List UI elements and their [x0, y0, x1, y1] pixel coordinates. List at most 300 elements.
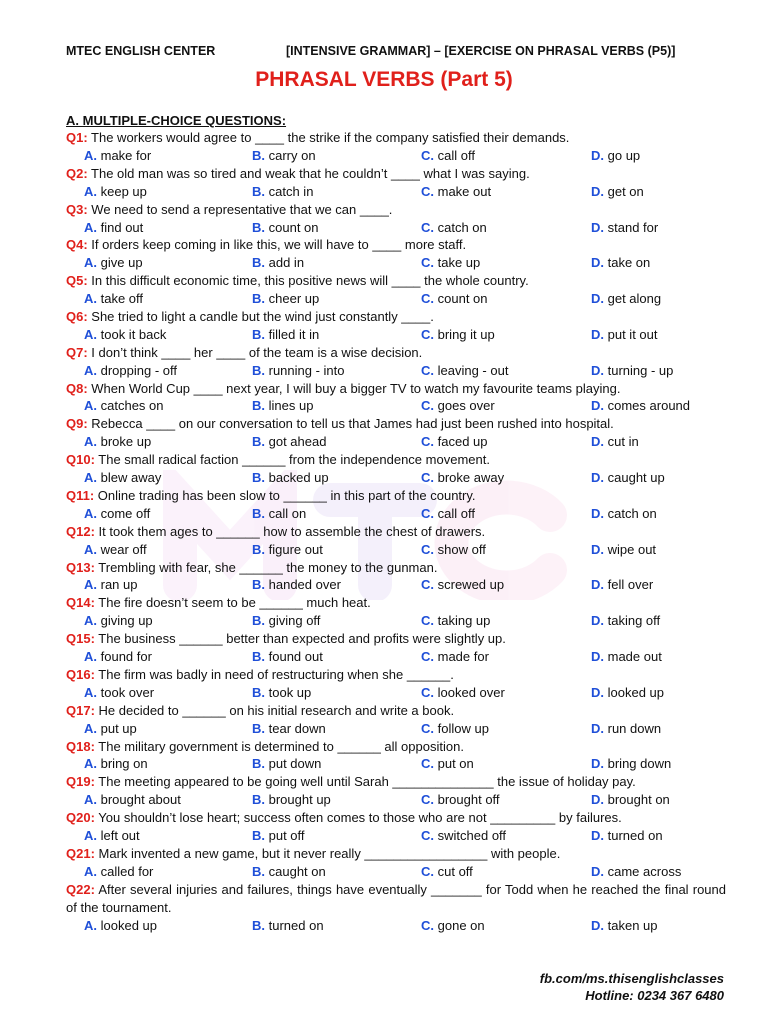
option-letter: B. [252, 720, 265, 736]
answer-options [66, 791, 726, 809]
option-text: taking off [607, 613, 661, 629]
option-text: get along [607, 291, 662, 307]
answer-option[interactable] [421, 612, 490, 630]
answer-options [66, 433, 726, 451]
answer-option[interactable] [84, 254, 143, 272]
option-letter: D. [591, 649, 604, 665]
option-text: cheer up [268, 291, 320, 307]
answer-option[interactable] [591, 827, 663, 845]
answer-option[interactable] [591, 147, 640, 165]
option-text: turned on [607, 828, 663, 844]
answer-option[interactable] [252, 755, 321, 773]
answer-option[interactable] [252, 469, 329, 487]
answer-options [66, 648, 726, 666]
answer-option[interactable] [84, 362, 177, 380]
option-letter: B. [252, 362, 265, 378]
question-number: Q17: [66, 702, 95, 718]
page-header [66, 44, 728, 62]
answer-options [66, 505, 726, 523]
option-letter: C. [421, 255, 434, 271]
option-letter: A. [84, 505, 97, 521]
option-letter: C. [421, 828, 434, 844]
question-item [66, 272, 726, 290]
answer-option[interactable] [84, 326, 166, 344]
option-text: giving up [100, 613, 153, 629]
answer-option[interactable] [591, 183, 644, 201]
answer-option[interactable] [252, 612, 320, 630]
option-text: call on [268, 505, 307, 521]
question-item [66, 129, 726, 147]
question-item [66, 380, 726, 398]
option-text: found for [100, 649, 152, 665]
option-letter: A. [84, 541, 97, 557]
option-letter: D. [591, 434, 604, 450]
option-text: tear down [268, 720, 326, 736]
answer-option[interactable] [591, 917, 658, 935]
option-letter: B. [252, 326, 265, 342]
option-letter: C. [421, 326, 434, 342]
option-letter: B. [252, 792, 265, 808]
option-letter: D. [591, 917, 604, 933]
option-letter: D. [591, 720, 604, 736]
answer-option[interactable] [84, 576, 138, 594]
answer-option[interactable] [84, 827, 140, 845]
option-text: looked up [607, 684, 665, 700]
option-letter: B. [252, 577, 265, 593]
footer-facebook-link: fb.com/ms.thisenglishclasses [539, 971, 724, 986]
option-letter: C. [421, 792, 434, 808]
answer-option[interactable] [252, 219, 319, 237]
option-text: switched off [437, 828, 507, 844]
answer-option[interactable] [591, 290, 661, 308]
question-number: Q12: [66, 523, 95, 539]
option-text: dropping - off [100, 362, 177, 378]
answer-option[interactable] [84, 684, 154, 702]
question-item [66, 881, 726, 917]
answer-options [66, 254, 726, 272]
answer-option[interactable] [252, 362, 345, 380]
answer-option[interactable] [84, 505, 150, 523]
option-letter: B. [252, 613, 265, 629]
question-item [66, 702, 726, 720]
option-letter: D. [591, 756, 604, 772]
option-letter: B. [252, 470, 265, 486]
answer-option[interactable] [84, 219, 143, 237]
question-number: Q16: [66, 666, 95, 682]
header-exercise-title: [INTENSIVE GRAMMAR] – [EXERCISE ON PHRASAL VERBS (P5)] [286, 44, 676, 58]
answer-options [66, 183, 726, 201]
option-text: count on [268, 219, 319, 235]
option-letter: B. [252, 649, 265, 665]
answer-option[interactable] [252, 397, 313, 415]
question-number: Q21: [66, 845, 95, 861]
answer-option[interactable] [421, 362, 508, 380]
answer-option[interactable] [252, 720, 326, 738]
option-letter: A. [84, 326, 97, 342]
header-center-name: MTEC ENGLISH CENTER [66, 44, 216, 58]
option-text: broke away [437, 470, 505, 486]
answer-option[interactable] [591, 433, 639, 451]
option-text: wear off [100, 541, 147, 557]
answer-option[interactable] [421, 827, 506, 845]
option-letter: B. [252, 255, 265, 271]
question-text: After several injuries and failures, things have eventually _______ for Todd when he reached the final round of the tournament. [66, 881, 726, 915]
answer-option[interactable] [591, 469, 665, 487]
answer-option[interactable] [421, 576, 504, 594]
answer-option[interactable] [421, 183, 491, 201]
question-item [66, 344, 726, 362]
option-text: add in [268, 255, 305, 271]
answer-option[interactable] [421, 397, 495, 415]
option-text: come off [100, 505, 151, 521]
answer-option[interactable] [252, 290, 319, 308]
question-item [66, 773, 726, 791]
answer-option[interactable] [84, 917, 157, 935]
question-number: Q6: [66, 308, 88, 324]
answer-option[interactable] [421, 505, 475, 523]
option-letter: B. [252, 183, 265, 199]
question-number: Q10: [66, 452, 95, 468]
question-number: Q4: [66, 237, 88, 253]
answer-option[interactable] [84, 863, 153, 881]
option-text: find out [100, 219, 144, 235]
question-text: The workers would agree to ____ the strike if the company satisfied their demands. [87, 130, 570, 145]
answer-options [66, 397, 726, 415]
option-text: brought up [268, 792, 331, 808]
section-heading: A. MULTIPLE-CHOICE QUESTIONS: [66, 113, 287, 128]
question-text: Rebecca ____ on our conversation to tell us that James had just been rushed into hospital. [87, 416, 614, 432]
option-letter: C. [421, 219, 434, 235]
answer-option[interactable] [591, 576, 653, 594]
answer-option[interactable] [591, 791, 670, 809]
answer-option[interactable] [84, 290, 143, 308]
question-text: You shouldn’t lose heart; success often comes to those who are not _________ by failures. [94, 810, 622, 826]
answer-option[interactable] [421, 290, 488, 308]
option-text: running - into [268, 362, 345, 378]
answer-option[interactable] [421, 326, 495, 344]
option-text: filled it in [268, 326, 320, 342]
option-text: looked up [100, 917, 158, 933]
option-letter: A. [84, 362, 97, 378]
question-item [66, 201, 726, 219]
question-number: Q14: [66, 595, 95, 611]
question-number: Q3: [66, 201, 88, 217]
option-text: bring down [607, 756, 672, 772]
answer-option[interactable] [591, 684, 664, 702]
option-text: turned on [268, 917, 324, 933]
option-text: carry on [268, 147, 316, 163]
option-text: found out [268, 649, 323, 665]
question-text: He decided to ______ on his initial research and write a book. [94, 702, 455, 718]
question-text: Online trading has been slow to ______ in this part of the country. [94, 487, 476, 503]
answer-option[interactable] [421, 791, 500, 809]
question-text: In this difficult economic time, this positive news will ____ the whole country. [87, 273, 529, 289]
answer-option[interactable] [591, 720, 661, 738]
option-text: follow up [437, 720, 489, 736]
option-letter: C. [421, 505, 434, 521]
option-text: blew away [100, 470, 162, 486]
answer-option[interactable] [421, 433, 488, 451]
answer-option[interactable] [591, 326, 658, 344]
option-letter: B. [252, 756, 265, 772]
answer-option[interactable] [84, 433, 151, 451]
answer-option[interactable] [84, 612, 153, 630]
option-letter: D. [591, 219, 604, 235]
answer-option[interactable] [421, 254, 480, 272]
question-text: The business ______ better than expected and profits were slightly up. [94, 631, 506, 647]
option-letter: B. [252, 291, 265, 307]
question-text: The small radical faction ______ from the independence movement. [94, 452, 490, 468]
answer-option[interactable] [84, 720, 137, 738]
question-item [66, 451, 726, 469]
answer-option[interactable] [84, 648, 152, 666]
answer-option[interactable] [421, 863, 473, 881]
option-letter: C. [421, 147, 434, 163]
answer-options [66, 684, 726, 702]
option-letter: C. [421, 649, 434, 665]
question-item [66, 666, 726, 684]
question-text: I don’t think ____ her ____ of the team is a wise decision. [87, 344, 423, 360]
answer-option[interactable] [591, 362, 673, 380]
answer-option[interactable] [252, 791, 331, 809]
question-item [66, 308, 726, 326]
question-text: The meeting appeared to be going well until Sarah ______________ the issue of holiday pay. [94, 774, 636, 790]
option-letter: C. [421, 917, 434, 933]
option-letter: C. [421, 863, 434, 879]
option-letter: C. [421, 756, 434, 772]
answer-options [66, 362, 726, 380]
answer-option[interactable] [591, 612, 660, 630]
option-letter: B. [252, 684, 265, 700]
answer-option[interactable] [591, 219, 658, 237]
option-letter: A. [84, 255, 97, 271]
option-text: giving off [268, 613, 321, 629]
answer-option[interactable] [591, 505, 657, 523]
answer-option[interactable] [252, 827, 305, 845]
option-text: caught up [607, 470, 665, 486]
question-text: When World Cup ____ next year, I will buy a bigger TV to watch my favourite teams playing. [87, 380, 621, 396]
option-text: wipe out [607, 541, 657, 557]
option-text: took up [268, 684, 312, 700]
question-number: Q9: [66, 416, 88, 432]
option-letter: C. [421, 720, 434, 736]
answer-option[interactable] [84, 469, 161, 487]
answer-option[interactable] [591, 397, 690, 415]
question-list [66, 129, 726, 934]
answer-option[interactable] [421, 755, 474, 773]
answer-option[interactable] [252, 863, 326, 881]
answer-option[interactable] [421, 469, 504, 487]
option-letter: D. [591, 362, 604, 378]
answer-option[interactable] [421, 219, 487, 237]
option-letter: A. [84, 470, 97, 486]
option-letter: A. [84, 434, 97, 450]
answer-option[interactable] [252, 326, 319, 344]
option-letter: D. [591, 863, 604, 879]
answer-option[interactable] [591, 863, 681, 881]
option-text: catch in [268, 183, 314, 199]
footer-hotline: Hotline: 0234 367 6480 [585, 988, 724, 1003]
option-text: call off [437, 147, 475, 163]
option-text: take off [100, 291, 144, 307]
option-text: broke up [100, 434, 152, 450]
question-item [66, 165, 726, 183]
option-letter: D. [591, 147, 604, 163]
answer-option[interactable] [84, 183, 147, 201]
option-letter: D. [591, 398, 604, 414]
answer-option[interactable] [252, 648, 323, 666]
question-item [66, 415, 726, 433]
option-letter: C. [421, 470, 434, 486]
option-text: caught on [268, 863, 326, 879]
question-number: Q13: [66, 559, 95, 575]
question-number: Q1: [66, 130, 88, 145]
option-letter: C. [421, 291, 434, 307]
option-text: goes over [437, 398, 495, 414]
question-number: Q18: [66, 738, 95, 754]
option-letter: B. [252, 147, 265, 163]
question-number: Q15: [66, 631, 95, 647]
option-letter: B. [252, 863, 265, 879]
answer-option[interactable] [421, 147, 475, 165]
option-text: leaving - out [437, 362, 509, 378]
option-text: put up [100, 720, 137, 736]
answer-option[interactable] [84, 397, 164, 415]
option-text: take on [607, 255, 651, 271]
option-letter: A. [84, 863, 97, 879]
option-letter: A. [84, 183, 97, 199]
question-item [66, 809, 726, 827]
option-letter: D. [591, 183, 604, 199]
answer-option[interactable] [421, 917, 485, 935]
option-letter: C. [421, 434, 434, 450]
question-item [66, 236, 726, 254]
option-text: put it out [607, 326, 658, 342]
answer-option[interactable] [84, 147, 151, 165]
option-letter: A. [84, 649, 97, 665]
option-letter: A. [84, 398, 97, 414]
option-text: ran up [100, 577, 138, 593]
option-text: get on [607, 183, 644, 199]
option-letter: A. [84, 613, 97, 629]
option-text: looked over [437, 684, 505, 700]
option-text: brought on [607, 792, 670, 808]
option-text: screwed up [437, 577, 505, 593]
answer-option[interactable] [421, 648, 489, 666]
option-text: cut in [607, 434, 639, 450]
option-text: catch on [437, 219, 487, 235]
option-text: call off [437, 505, 475, 521]
answer-options [66, 755, 726, 773]
option-letter: D. [591, 792, 604, 808]
question-text: Trembling with fear, she ______ the money to the gunman. [94, 559, 438, 575]
footer-contact [540, 970, 724, 1004]
answer-option[interactable] [252, 183, 313, 201]
answer-option[interactable] [84, 755, 148, 773]
option-letter: B. [252, 434, 265, 450]
question-number: Q2: [66, 165, 88, 181]
option-text: stand for [607, 219, 659, 235]
option-text: taken up [607, 917, 658, 933]
option-text: figure out [268, 541, 323, 557]
question-number: Q22: [66, 881, 95, 897]
option-letter: D. [591, 255, 604, 271]
option-text: came across [607, 863, 682, 879]
option-letter: D. [591, 505, 604, 521]
answer-option[interactable] [252, 433, 326, 451]
question-number: Q7: [66, 344, 88, 360]
answer-option[interactable] [591, 541, 656, 559]
option-text: go up [607, 147, 641, 163]
option-letter: A. [84, 219, 97, 235]
option-letter: D. [591, 613, 604, 629]
answer-options [66, 720, 726, 738]
question-number: Q20: [66, 810, 95, 826]
question-number: Q19: [66, 774, 95, 790]
answer-option[interactable] [252, 917, 324, 935]
answer-options [66, 147, 726, 165]
answer-option[interactable] [591, 254, 650, 272]
question-item [66, 738, 726, 756]
answer-option[interactable] [84, 791, 181, 809]
option-text: make for [100, 147, 152, 163]
answer-option[interactable] [252, 254, 304, 272]
option-letter: B. [252, 541, 265, 557]
question-number: Q5: [66, 273, 88, 289]
question-text: She tried to light a candle but the wind just constantly ____. [87, 308, 434, 324]
answer-option[interactable] [421, 541, 486, 559]
answer-option[interactable] [252, 684, 311, 702]
option-text: took it back [100, 326, 167, 342]
option-letter: D. [591, 684, 604, 700]
answer-option[interactable] [252, 505, 306, 523]
answer-options [66, 290, 726, 308]
answer-options [66, 863, 726, 881]
question-item [66, 487, 726, 505]
option-text: made for [437, 649, 489, 665]
answer-option[interactable] [252, 576, 341, 594]
option-text: bring it up [437, 326, 495, 342]
option-text: faced up [437, 434, 488, 450]
answer-option[interactable] [421, 684, 505, 702]
answer-option[interactable] [252, 541, 323, 559]
option-letter: A. [84, 917, 97, 933]
answer-options [66, 612, 726, 630]
option-text: put on [437, 756, 474, 772]
question-number: Q8: [66, 380, 88, 396]
option-letter: A. [84, 684, 97, 700]
option-letter: B. [252, 828, 265, 844]
option-letter: C. [421, 183, 434, 199]
answer-option[interactable] [421, 720, 489, 738]
question-text: Mark invented a new game, but it never really _________________ with people. [94, 845, 561, 861]
question-text: If orders keep coming in like this, we will have to ____ more staff. [87, 237, 467, 253]
option-text: handed over [268, 577, 341, 593]
answer-option[interactable] [84, 541, 147, 559]
answer-option[interactable] [591, 648, 662, 666]
option-text: cut off [437, 863, 473, 879]
option-text: gone on [437, 917, 485, 933]
option-text: took over [100, 684, 155, 700]
option-letter: C. [421, 541, 434, 557]
question-number: Q11: [66, 487, 95, 503]
answer-options [66, 469, 726, 487]
option-letter: A. [84, 147, 97, 163]
option-text: put off [268, 828, 305, 844]
option-text: put down [268, 756, 322, 772]
answer-option[interactable] [252, 147, 316, 165]
answer-option[interactable] [591, 755, 671, 773]
